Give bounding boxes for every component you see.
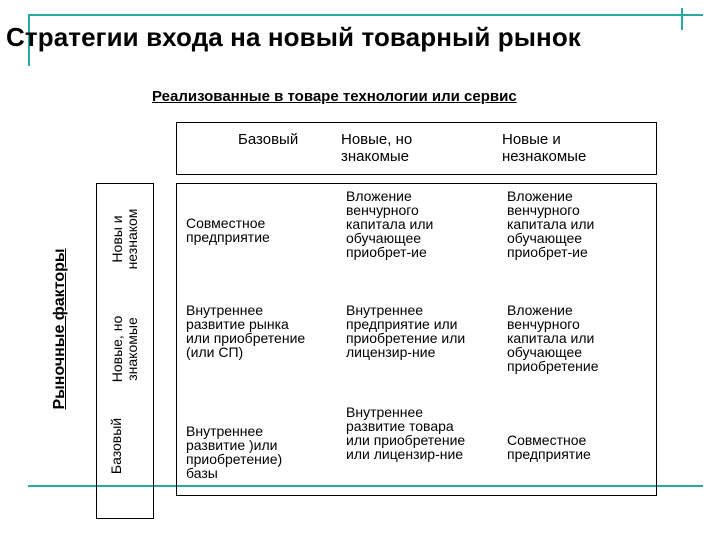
cell-line: предприятие или [346, 316, 458, 332]
grid-cell-r3-c1 [186, 424, 336, 480]
cell-line: венчурного [507, 316, 580, 332]
grid-cell-r3-c3 [507, 433, 652, 461]
cell-line: или приобретение [186, 330, 306, 346]
cell-line: венчурного [507, 202, 580, 218]
cell-line: развитие рынка [186, 316, 289, 332]
column-header-line: Новые, но [341, 131, 413, 148]
row-header-line: незнаком [124, 208, 140, 270]
grid-cell-r1-c2 [346, 189, 496, 259]
row-header-line: знакомые [124, 317, 140, 381]
page-title: Стратегии входа на новый товарный рынок [6, 22, 581, 52]
cell-line: Внутреннее [346, 302, 424, 318]
cell-line: приобрет-ие [507, 244, 588, 260]
cell-line: или лицензир-ние [346, 446, 464, 462]
cell-line: капитала или [507, 216, 595, 232]
cell-line: приобретение [507, 358, 599, 374]
cell-line: обучающее [346, 230, 422, 246]
cell-line: развитие товара [346, 418, 454, 434]
row-header-new-familiar [110, 294, 142, 404]
column-header-line: знакомые [341, 148, 410, 165]
column-header-line: Базовый [238, 131, 299, 148]
cell-line: предприятие [507, 446, 591, 462]
column-header-new-unfamiliar [502, 131, 622, 165]
top-decorative-line [28, 14, 703, 16]
cell-line: (или СП) [186, 344, 244, 360]
grid-cell-r2-c2 [346, 303, 501, 359]
cell-line: Внутреннее [346, 404, 424, 420]
cell-line: обучающее [507, 230, 583, 246]
cell-line: обучающее [507, 344, 583, 360]
cell-line: приобретение или [346, 330, 466, 346]
cell-line: Внутреннее [186, 423, 264, 439]
column-axis-title: Реализованные в товаре технологии или сервис [152, 88, 517, 105]
column-header-basic [238, 131, 328, 148]
grid-cell-r1-c1 [186, 216, 336, 244]
row-header-line: Новые, но [109, 315, 125, 383]
cell-line: Вложение [507, 302, 573, 318]
cell-line: капитала или [346, 216, 434, 232]
cell-line: приобретение) [186, 451, 283, 467]
row-header-basic [107, 401, 125, 491]
grid-cell-r1-c3 [507, 189, 652, 259]
cell-line: Вложение [507, 188, 573, 204]
grid-cell-r2-c3 [507, 303, 652, 373]
row-header-line: Базовый [108, 417, 124, 475]
column-header-new-familiar [341, 131, 461, 165]
cell-line: базы [186, 465, 218, 481]
cell-line: Совместное [507, 432, 587, 448]
cell-line: Вложение [346, 188, 412, 204]
cell-line: капитала или [507, 330, 595, 346]
top-right-decorative-tick [681, 8, 683, 30]
row-header-new-unfamiliar [110, 184, 142, 294]
row-header-line: Новы и [109, 215, 125, 263]
cell-line: развитие )или [186, 437, 278, 453]
cell-line: или приобретение [346, 432, 466, 448]
column-header-line: незнакомые [502, 148, 587, 165]
grid-cell-r3-c2 [346, 405, 501, 461]
cell-line: венчурного [346, 202, 419, 218]
cell-line: Внутреннее [186, 302, 264, 318]
cell-line: приобрет-ие [346, 244, 427, 260]
cell-line: предприятие [186, 229, 270, 245]
cell-line: лицензир-ние [346, 344, 436, 360]
grid-cell-r2-c1 [186, 303, 341, 359]
column-header-line: Новые и [502, 131, 561, 148]
row-axis-title: Рыночные факторы [51, 248, 68, 410]
cell-line: Совместное [186, 215, 266, 231]
